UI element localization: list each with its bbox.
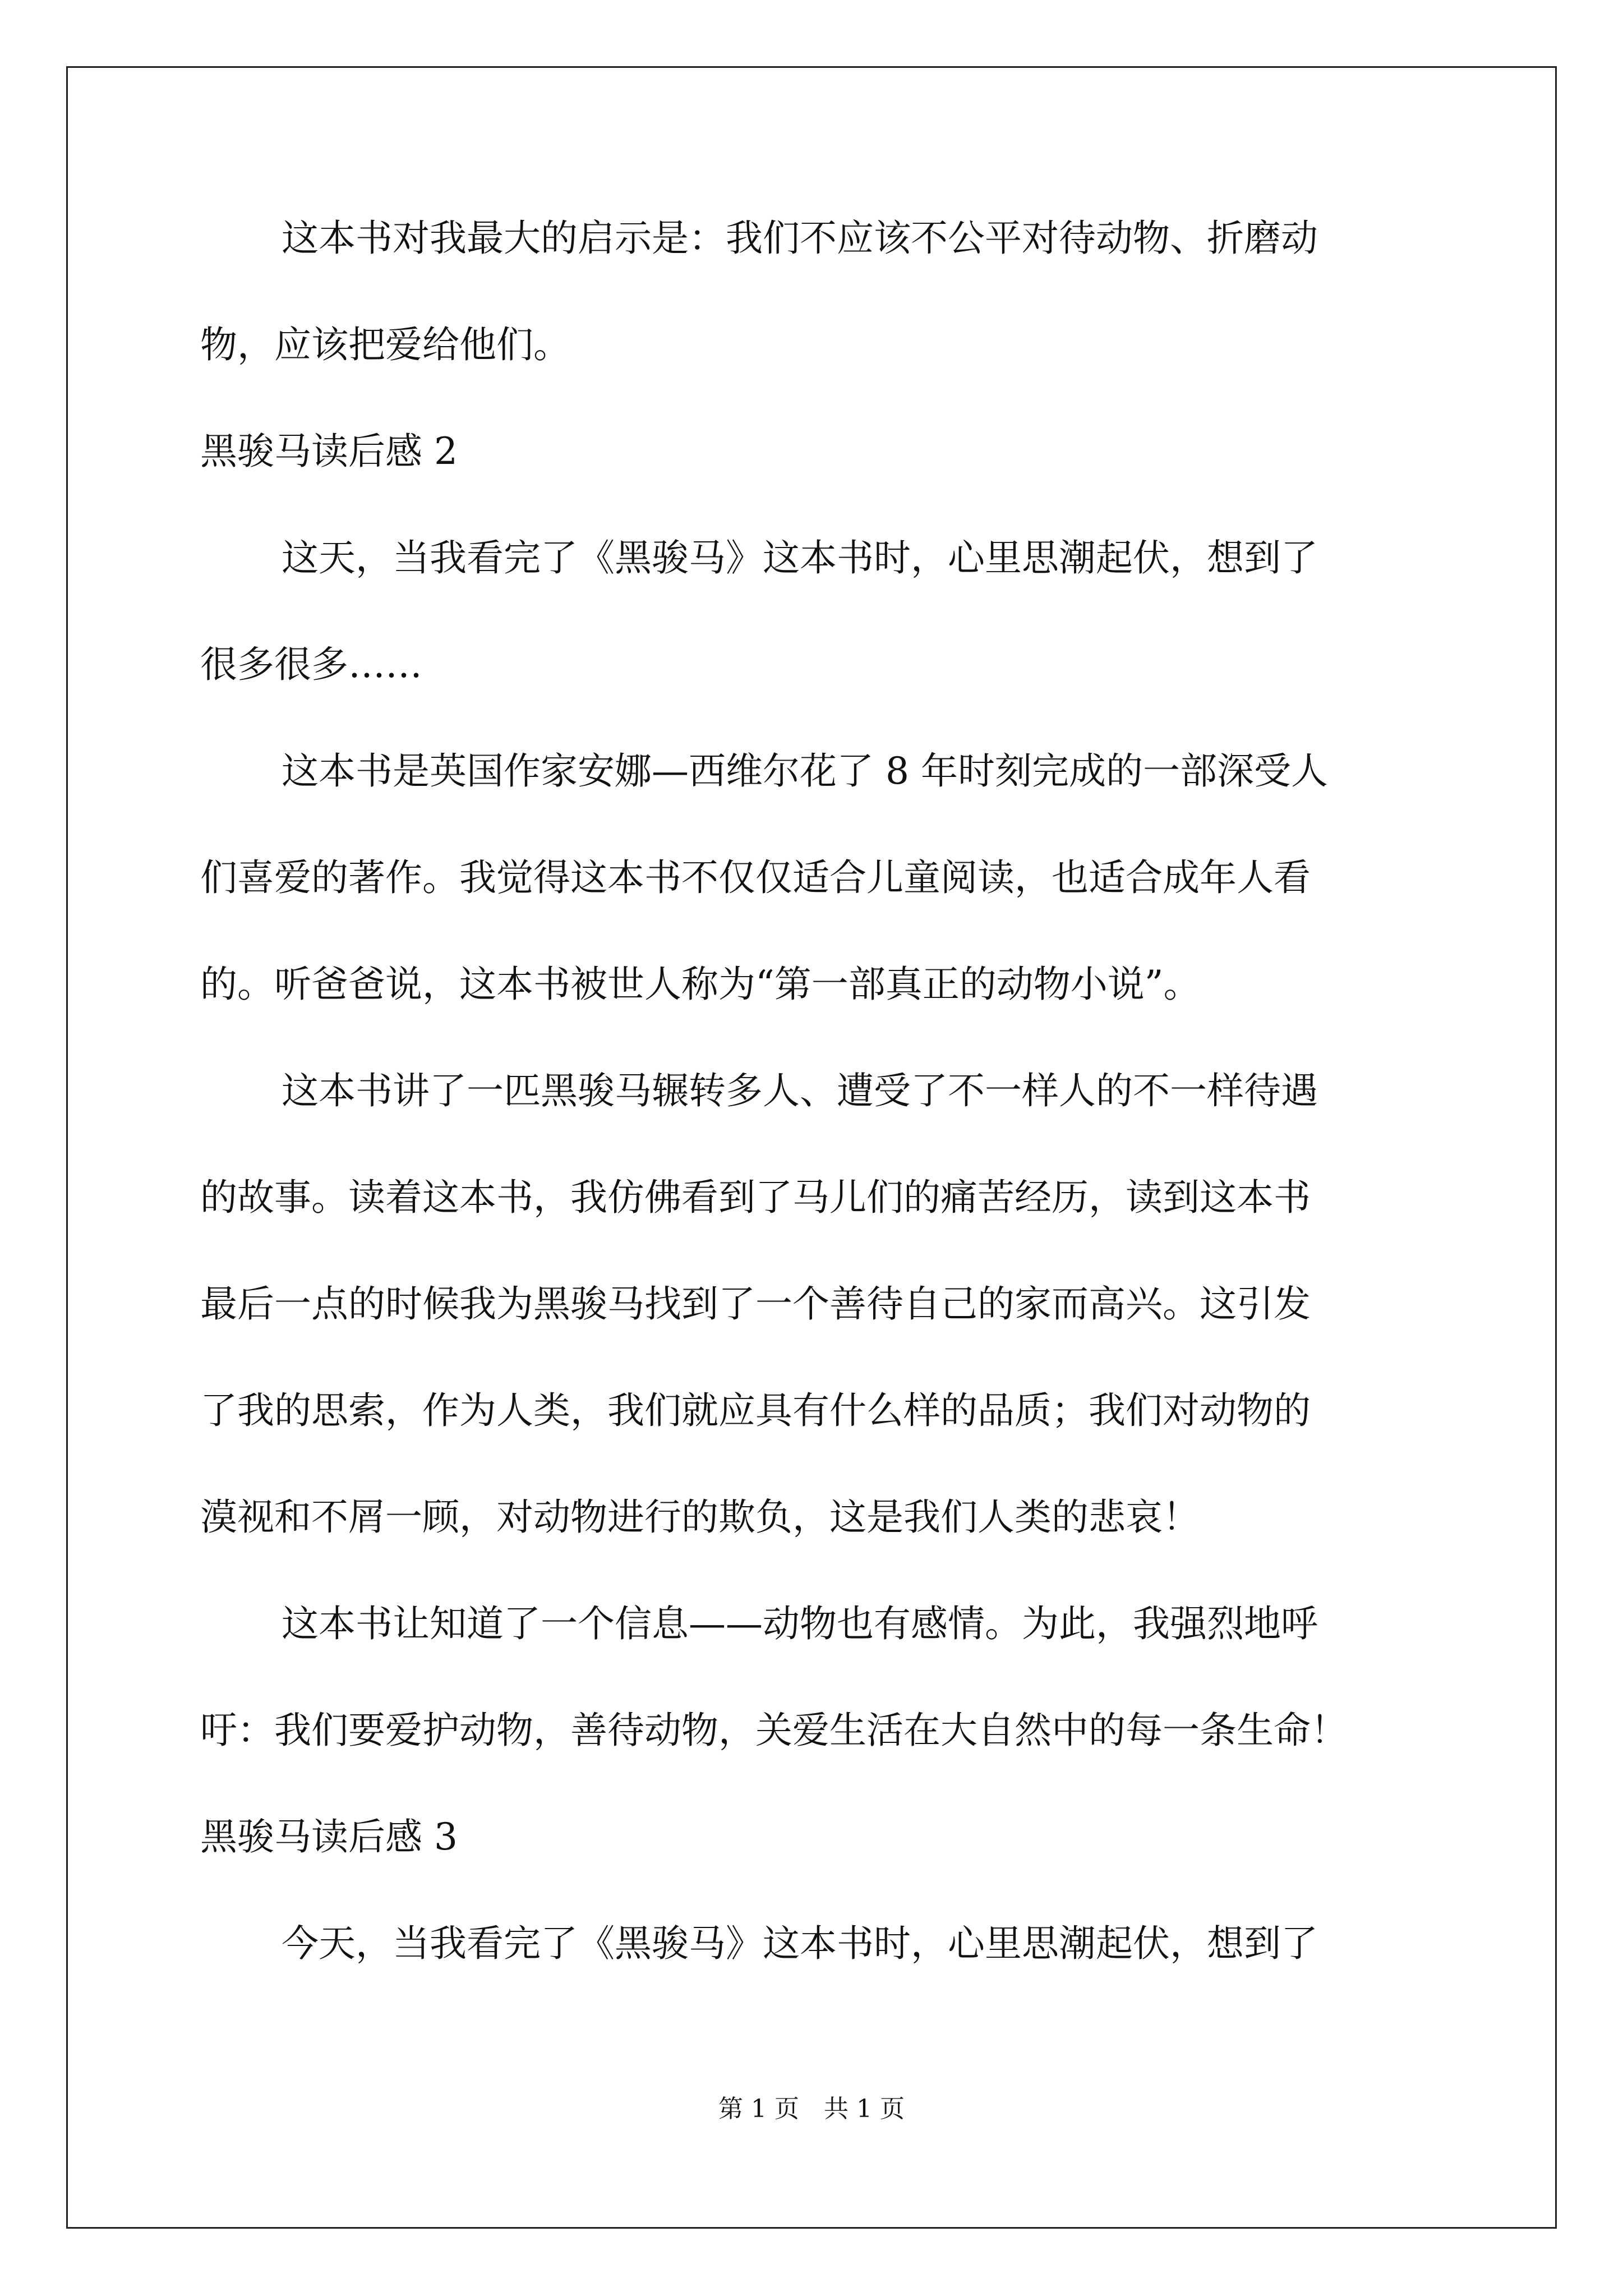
page-frame xyxy=(66,66,1557,2229)
page-footer: 第 1 页 共 1 页 xyxy=(718,2095,905,2123)
text-line: 漠视和不屑一顾，对动物进行的欺负，这是我们人类的悲哀！ xyxy=(200,1496,1200,1539)
text-line: 这本书是英国作家安娜—西维尔花了 8 年时刻完成的一部深受人 xyxy=(282,749,1328,793)
text-line: 这本书让知道了一个信息——动物也有感情。为此，我强烈地呼 xyxy=(282,1602,1318,1645)
text-line: 的。听爸爸说，这本书被世人称为“第一部真正的动物小说”。 xyxy=(200,963,1201,1006)
section-heading: 黑骏马读后感 3 xyxy=(200,1815,458,1858)
text-line: 的故事。读着这本书，我仿佛看到了马儿们的痛苦经历，读到这本书 xyxy=(200,1176,1311,1219)
text-line: 今天，当我看完了《黑骏马》这本书时，心里思潮起伏，想到了 xyxy=(282,1922,1318,1965)
text-line: 物，应该把爱给他们。 xyxy=(200,323,570,366)
text-line: 这本书讲了一匹黑骏马辗转多人、遭受了不一样人的不一样待遇 xyxy=(282,1069,1318,1112)
text-line: 了我的思索，作为人类，我们就应具有什么样的品质；我们对动物的 xyxy=(200,1389,1311,1432)
section-heading: 黑骏马读后感 2 xyxy=(200,430,458,473)
text-line: 这天，当我看完了《黑骏马》这本书时，心里思潮起伏，想到了 xyxy=(282,536,1318,579)
text-line: 吁：我们要爱护动物，善待动物，关爱生活在大自然中的每一条生命！ xyxy=(200,1709,1348,1752)
text-line: 最后一点的时候我为黑骏马找到了一个善待自己的家而高兴。这引发 xyxy=(200,1282,1311,1326)
text-line: 这本书对我最大的启示是：我们不应该不公平对待动物、折磨动 xyxy=(282,217,1318,260)
text-line: 很多很多…… xyxy=(200,643,422,686)
text-line: 们喜爱的著作。我觉得这本书不仅仅适合儿童阅读，也适合成年人看 xyxy=(200,856,1311,899)
